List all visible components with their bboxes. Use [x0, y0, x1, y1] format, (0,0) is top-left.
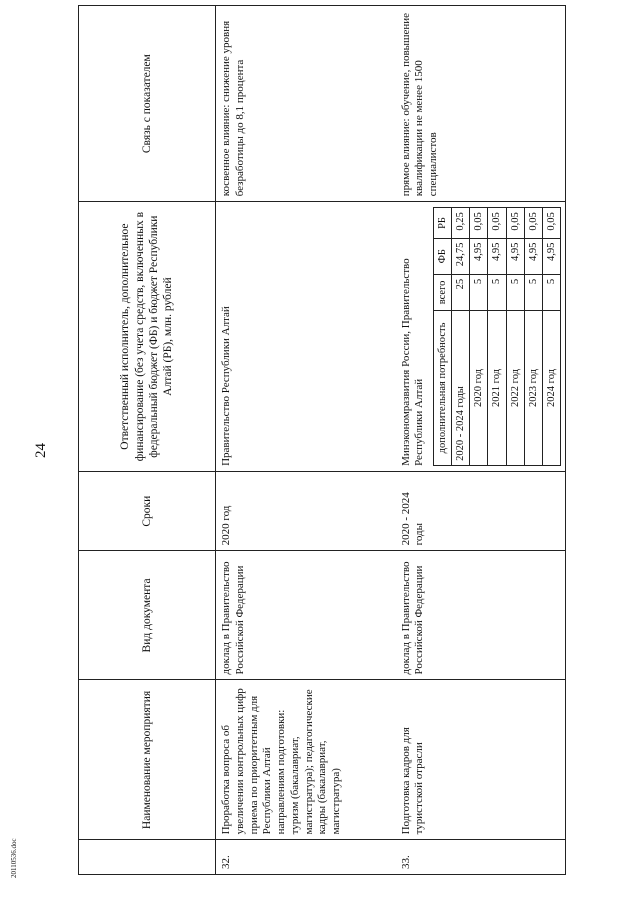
fin-rb: 0,05 — [542, 208, 560, 238]
fin-rb: 0,05 — [506, 208, 524, 238]
rotated-table-area — [78, 5, 618, 875]
fin-total: 5 — [506, 274, 524, 310]
fin-total: 5 — [488, 274, 506, 310]
fin-fb: 4,95 — [524, 238, 542, 274]
row-link: прямое влияние: обучение, повышение квалификации не менее 1500 специалистов — [396, 6, 566, 202]
fin-fb: 4,95 — [470, 238, 488, 274]
fin-col-rb: РБ — [434, 208, 452, 238]
row-doc: доклад в Правительство Российской Федерации — [216, 551, 396, 680]
table-header-row — [79, 6, 216, 875]
financing-row — [452, 208, 470, 466]
measures-table — [78, 5, 566, 875]
fin-fb: 4,95 — [488, 238, 506, 274]
header-doc: Вид документа — [79, 551, 216, 680]
financing-row — [542, 208, 560, 466]
fin-fb: 4,95 — [542, 238, 560, 274]
table-row — [396, 6, 566, 875]
page-number: 24 — [33, 443, 49, 458]
fin-total: 25 — [452, 274, 470, 310]
fin-total: 5 — [542, 274, 560, 310]
fin-total: 5 — [524, 274, 542, 310]
financing-row — [488, 208, 506, 466]
header-name: Наименование мероприятия — [79, 680, 216, 840]
fin-total: 5 — [470, 274, 488, 310]
row-responsible-text: Минэкономразвития России, Правительство Республики Алтай — [399, 258, 426, 466]
financing-row — [524, 208, 542, 466]
fin-col-fb: ФБ — [434, 238, 452, 274]
fin-rb: 0,25 — [452, 208, 470, 238]
header-term: Сроки — [79, 471, 216, 550]
financing-row — [470, 208, 488, 466]
fin-col-total: всего — [434, 274, 452, 310]
footer-filename: 20110536.doc — [10, 838, 18, 878]
row-responsible — [396, 202, 566, 472]
row-doc: доклад в Правительство Российской Федерации — [396, 551, 566, 680]
row-term: 2020 год — [216, 471, 396, 550]
fin-rb: 0,05 — [470, 208, 488, 238]
fin-fb: 24,75 — [452, 238, 470, 274]
fin-period: 2020 - 2024 годы — [452, 311, 470, 466]
table-row — [216, 6, 396, 875]
row-number: 33. — [396, 840, 566, 875]
row-number: 32. — [216, 840, 396, 875]
fin-period: 2022 год — [506, 311, 524, 466]
row-term: 2020 - 2024 годы — [396, 471, 566, 550]
row-responsible: Правительство Республики Алтай — [216, 202, 396, 472]
row-link: косвенное влияние: снижение уровня безработицы до 8,1 процента — [216, 6, 396, 202]
fin-rb: 0,05 — [488, 208, 506, 238]
financing-table — [433, 207, 561, 466]
fin-period: 2021 год — [488, 311, 506, 466]
header-responsible: Ответственный исполнитель, дополнительное финансирование (без учета средств, включенных в федеральный бюджет (ФБ) и бюджет Республики Алтай (РБ), млн. рублей — [79, 202, 216, 472]
row-name: Проработка вопроса об увеличении контрольных цифр приема по приоритетным для Республики Алтай направлениям подготовки: туризм (бакалавриат, магистратура); педагогические кадры (бакалавриат, магистратура) — [216, 680, 396, 840]
financing-header-row — [434, 208, 452, 466]
fin-period: 2024 год — [542, 311, 560, 466]
fin-rb: 0,05 — [524, 208, 542, 238]
fin-period: 2023 год — [524, 311, 542, 466]
financing-row — [506, 208, 524, 466]
fin-col-need: дополнительная потребность — [434, 311, 452, 466]
header-num-cell — [79, 840, 216, 875]
fin-fb: 4,95 — [506, 238, 524, 274]
row-name: Подготовка кадров для туристской отрасли — [396, 680, 566, 840]
header-link: Связь с показателем — [79, 6, 216, 202]
fin-period: 2020 год — [470, 311, 488, 466]
